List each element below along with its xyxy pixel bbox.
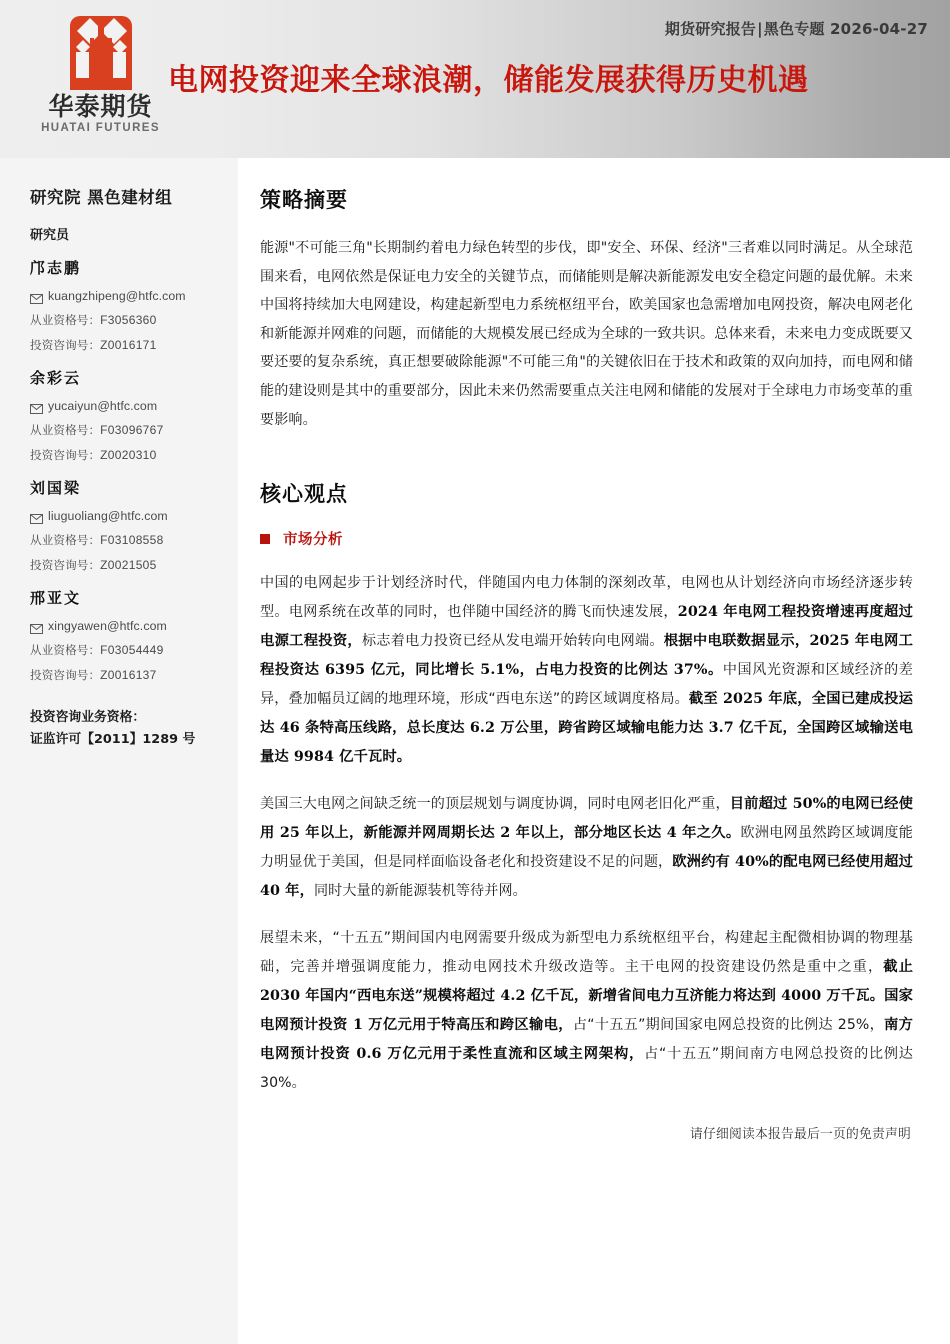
p2-seg-3: 同时大量的新能源装机等待并网。 — [313, 883, 527, 900]
header-topic: 黑色专题 — [763, 20, 825, 38]
license-label: 从业资格号： — [30, 643, 101, 657]
license-label: 从业资格号： — [30, 423, 101, 437]
researcher-consult-line — [30, 557, 220, 573]
p1-seg-3: 中国风光资源和区域经济的差异，叠加幅员辽阔的地理环境，形成“西电东送”的跨区域调度格局。 — [260, 661, 913, 707]
license-value: F03096767 — [100, 423, 164, 437]
researcher-license-line — [30, 642, 220, 658]
consult-value: Z0016137 — [100, 668, 157, 682]
envelope-icon — [30, 621, 43, 631]
researcher-name: 邝志鹏 — [30, 259, 82, 277]
disclaimer-footnote: 请仔细阅读本报告最后一页的免责声明 — [690, 1127, 911, 1143]
p1-bold-1: 2024 年电网工程投资增速再度超过电源工程投资， — [260, 603, 913, 649]
license-label: 从业资格号： — [30, 313, 101, 327]
qualification-value: 证监许可【2011】1289 号 — [30, 732, 196, 748]
strategy-summary-paragraph: 能源"不可能三角"长期制约着电力绿色转型的步伐，即"安全、环保、经济"三者难以同时满足。从全球范围来看，电网依然是保证电力安全的关键节点，而储能则是解决新能源发电安全稳定问题的最优解。未来中国将持续加大电网建设，构建起新型电力系统枢纽平台，欧美国家也急需增加电网投资，解决电网老化和新能源并网难的问题，而储能的大规模发展已经成为全球的一致共识。总体来看，未来电力变成既要又要还要的复杂系统，真正想要破除能源"不可能三角"的关键依旧在于技术和政策的双向加持，而电网和储能的建设则是其中的重要部分，因此未来仍然需要重点关注电网和储能的发展对于全球电力市场变革的重要影响。 — [260, 240, 913, 428]
logo-company-name-en: HUATAI FUTURES — [41, 122, 160, 135]
researcher-license-line — [30, 532, 220, 548]
researcher-email-row[interactable] — [30, 619, 220, 633]
p2-bold-1: 目前超过 50%的电网已经使用 25 年以上，新能源并网周期长达 2 年以上，部分地区长达 4 年之久。 — [260, 795, 914, 841]
license-value: F3056360 — [100, 313, 157, 327]
qualification-block — [30, 707, 220, 752]
market-analysis-subheading — [260, 528, 913, 549]
page-header — [0, 0, 950, 158]
researcher-name: 邢亚文 — [30, 589, 82, 607]
header-meta-separator: | — [757, 20, 763, 38]
p1-bold-2: 根据中电联数据显示，2025 年电网工程投资达 6395 亿元，同比增长 5.1%，占电力投资的比例达 37%。 — [260, 632, 913, 678]
consult-value: Z0021505 — [100, 558, 157, 572]
researcher-name: 刘国梁 — [30, 479, 82, 497]
p1-seg-1: 中国的电网起步于计划经济时代，伴随国内电力体制的深刻改革，电网也从计划经济向市场经济逐步转型。电网系统在改革的同时，也伴随中国经济的腾飞而快速发展， — [260, 575, 913, 620]
logo-company-name-cn: 华泰期货 — [48, 92, 153, 121]
company-logo — [28, 16, 173, 134]
envelope-icon — [30, 511, 43, 521]
researcher-consult-line — [30, 337, 220, 353]
researcher-email[interactable]: kuangzhipeng@htfc.com — [48, 289, 186, 303]
researcher-email[interactable]: liuguoliang@htfc.com — [48, 509, 168, 523]
researcher-entry — [30, 477, 220, 573]
header-date: 2026-04-27 — [830, 20, 928, 38]
strategy-summary-heading: 策略摘要 — [260, 188, 348, 212]
p1-bold-3: 截至 2025 年底，全国已建成投运达 46 条特高压线路，总长度达 6.2 万公里，跨省跨区域输电能力达 3.7 亿千瓦，全国跨区域输送电量达 9984 亿千瓦时。 — [260, 690, 914, 765]
researcher-email[interactable]: yucaiyun@htfc.com — [48, 399, 158, 413]
researcher-consult-line — [30, 667, 220, 683]
researcher-license-line — [30, 422, 220, 438]
researcher-email-row[interactable] — [30, 509, 220, 523]
paragraph-us-eu-grid — [260, 790, 913, 906]
p3-seg-2: 占“十五五”期间国家电网总投资的比例达 25%， — [572, 1016, 884, 1033]
researcher-email[interactable]: xingyawen@htfc.com — [48, 619, 167, 633]
header-report-type: 期货研究报告 — [664, 20, 757, 38]
consult-label: 投资咨询号： — [30, 448, 101, 462]
market-analysis-label: 市场分析 — [283, 532, 343, 549]
envelope-icon — [30, 401, 43, 411]
consult-value: Z0016171 — [100, 338, 157, 352]
core-view-heading: 核心观点 — [260, 482, 348, 507]
p2-seg-2: 欧洲电网虽然跨区域调度能力明显优于美国，但是同样面临设备老化和投资建设不足的问题， — [260, 824, 914, 870]
qualification-title: 投资咨询业务资格： — [30, 710, 146, 725]
researcher-name: 余彩云 — [30, 369, 82, 387]
sidebar-department: 研究院 黑色建材组 — [30, 188, 173, 207]
license-value: F03054449 — [100, 643, 164, 657]
p3-seg-1: 展望未来，“十五五”期间国内电网需要升级成为新型电力系统枢纽平台，构建起主配微相协调的物理基础，完善并增强调度能力，推动电网技术升级改造等。主干电网的投资建设仍然是重中之重， — [260, 930, 913, 975]
researcher-email-row[interactable] — [30, 399, 220, 413]
main-content — [238, 158, 950, 1344]
consult-label: 投资咨询号： — [30, 668, 101, 682]
huatai-diamond-logo-icon — [70, 16, 132, 90]
p1-seg-2: 标志着电力投资已经从发电端开始转向电网端。 — [362, 632, 664, 649]
consult-label: 投资咨询号： — [30, 558, 101, 572]
sidebar-role-label: 研究员 — [30, 228, 70, 243]
researcher-consult-line — [30, 447, 220, 463]
p2-seg-1: 美国三大电网之间缺乏统一的顶层规划与调度协调，同时电网老旧化严重， — [260, 795, 730, 812]
report-title: 电网投资迎来全球浪潮，储能发展获得历史机遇 — [168, 63, 809, 98]
p2-bold-2: 欧洲约有 40%的配电网已经使用超过 40 年， — [260, 854, 913, 900]
license-value: F03108558 — [100, 533, 164, 547]
researcher-entry — [30, 257, 220, 353]
consult-label: 投资咨询号： — [30, 338, 101, 352]
license-label: 从业资格号： — [30, 533, 101, 547]
p3-seg-3: 占“十五五”期间南方电网总投资的比例达 30%。 — [260, 1045, 913, 1091]
researcher-entry — [30, 587, 220, 683]
researcher-license-line — [30, 312, 220, 328]
envelope-icon — [30, 291, 43, 301]
header-meta — [665, 18, 928, 39]
paragraph-outlook — [260, 924, 913, 1097]
researcher-email-row[interactable] — [30, 289, 220, 303]
researcher-entry — [30, 367, 220, 463]
p3-bold-2: 南方电网预计投资 0.6 万亿元用于柔性直流和区域主网架构， — [260, 1016, 914, 1062]
p3-bold-1: 截止 2030 年国内“西电东送”规模将超过 4.2 亿千瓦，新增省间电力互济能力将达到 4000 万千瓦。国家电网预计投资 1 万亿元用于特高压和跨区输电， — [260, 958, 913, 1033]
paragraph-china-grid — [260, 569, 913, 772]
consult-value: Z0020310 — [100, 448, 157, 462]
red-square-bullet-icon — [260, 534, 270, 544]
sidebar — [0, 158, 238, 1344]
